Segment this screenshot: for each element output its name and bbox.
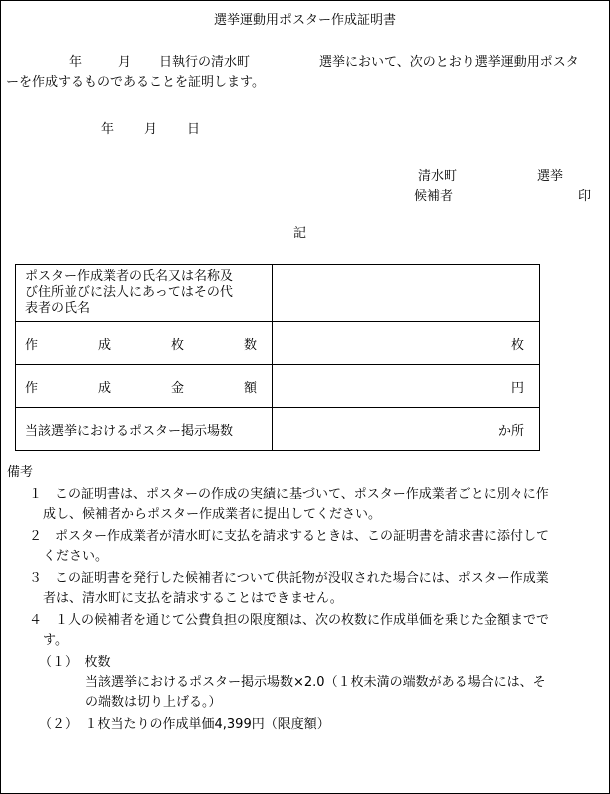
note-line: 当該選挙におけるポスター掲示場数×2.0（１枚未満の端数がある場合には、そ bbox=[85, 675, 546, 690]
note-line: （２） １枚当たりの作成単価4,399円（限度額） bbox=[39, 717, 330, 732]
signature-candidate: 候補者 bbox=[414, 189, 454, 204]
signature-town: 清水町 bbox=[418, 169, 458, 184]
intro-line1-rest: 選挙において、次のとおり選挙運動用ポスタ bbox=[319, 55, 579, 70]
intro-month: 月 bbox=[118, 55, 132, 70]
table-row-quantity bbox=[16, 322, 540, 365]
note-line: １ この証明書は、ポスターの作成の実績に基づいて、ポスター作成業者ごとに別々に作 bbox=[29, 487, 549, 502]
amount-label-char: 作 bbox=[25, 380, 39, 396]
signature-election: 選挙 bbox=[537, 169, 564, 184]
note-line: ２ ポスター作成業者が清水町に支払を請求するときは、この証明書を請求書に添付して bbox=[29, 529, 550, 544]
note-line: ４ １人の候補者を通じて公費負担の限度額は、次の枚数に作成単価を乗じた金額までで bbox=[29, 613, 550, 628]
quantity-unit: 枚 bbox=[510, 337, 524, 353]
date-day: 日 bbox=[187, 122, 201, 137]
amount-label-char: 金 bbox=[170, 380, 184, 396]
quantity-value[interactable] bbox=[273, 322, 540, 365]
maker-value[interactable] bbox=[273, 265, 540, 322]
table-row-maker bbox=[16, 265, 540, 322]
notes-heading: 備考 bbox=[7, 465, 34, 480]
places-value[interactable] bbox=[273, 408, 540, 451]
quantity-label bbox=[16, 322, 273, 365]
quantity-label-char: 数 bbox=[243, 337, 257, 353]
note-line: す。 bbox=[43, 633, 68, 648]
note-line: ３ この証明書を発行した候補者について供託物が没収された場合には、ポスター作成業 bbox=[29, 571, 549, 586]
intro-line2: ーを作成するものであることを証明します。 bbox=[6, 75, 265, 90]
amount-label-char: 額 bbox=[243, 380, 257, 396]
maker-label bbox=[16, 265, 273, 322]
amount-label bbox=[16, 365, 273, 408]
ki-heading: 記 bbox=[293, 226, 307, 241]
amount-value[interactable] bbox=[273, 365, 540, 408]
note-line: ください。 bbox=[43, 549, 109, 564]
quantity-label-char: 成 bbox=[97, 337, 111, 353]
places-label: 当該選挙におけるポスター掲示場数 bbox=[16, 408, 273, 451]
note-line: 者は、清水町に支払を請求することはできません。 bbox=[43, 591, 343, 606]
date-year: 年 bbox=[101, 122, 115, 137]
table-row-places bbox=[16, 408, 540, 451]
document-title: 選挙運動用ポスター作成証明書 bbox=[213, 13, 396, 28]
poster-info-table bbox=[15, 264, 540, 451]
places-unit: か所 bbox=[497, 423, 524, 439]
amount-label-char: 成 bbox=[97, 380, 111, 396]
signature-seal: 印 bbox=[578, 189, 592, 204]
date-month: 月 bbox=[144, 122, 158, 137]
intro-day-event: 日執行の清水町 bbox=[159, 55, 251, 70]
quantity-label-char: 枚 bbox=[170, 337, 184, 353]
note-line: （１） 枚数 bbox=[39, 655, 111, 670]
note-line: の端数は切り上げる。） bbox=[85, 695, 222, 710]
amount-unit: 円 bbox=[510, 380, 524, 396]
maker-label-line: び住所並びに法人にあってはその代 bbox=[25, 285, 233, 300]
maker-label-line: 表者の氏名 bbox=[25, 301, 91, 316]
intro-year: 年 bbox=[69, 55, 83, 70]
quantity-label-char: 作 bbox=[25, 337, 39, 353]
table-row-amount bbox=[16, 365, 540, 408]
note-line: 成し、候補者からポスター作成業者に提出してください。 bbox=[43, 507, 382, 522]
maker-label-line: ポスター作成業者の氏名又は名称及 bbox=[25, 269, 234, 284]
